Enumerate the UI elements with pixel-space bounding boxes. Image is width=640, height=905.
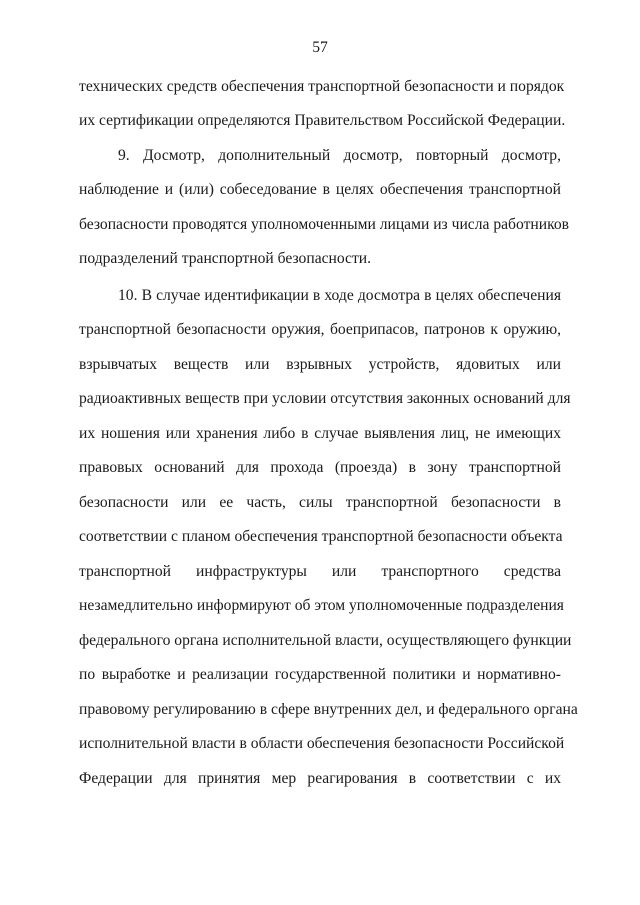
text-line: федерального органа исполнительной власти, осуществляющего функции [79,632,572,649]
text-line: безопасности или ее часть, силы транспортной безопасности в [79,494,561,511]
text-line: наблюдение и (или) собеседование в целях обеспечения транспортной [79,181,561,198]
text-line: транспортной инфраструктуры или транспортного средства [79,563,561,580]
text-line: исполнительной власти в области обеспечения безопасности Российской [79,735,565,752]
text-line: их ношения или хранения либо в случае выявления лиц, не имеющих [79,425,561,442]
text-line: Федерации для принятия мер реагирования в соответствии с их [79,770,561,787]
text-line: правовому регулированию в сфере внутренних дел, и федерального органа [79,701,578,718]
text-line: соответствии с планом обеспечения транспортной безопасности объекта [79,528,563,545]
text-line: транспортной безопасности оружия, боеприпасов, патронов к оружию, [79,321,561,338]
text-line: подразделений транспортной безопасности. [79,250,372,267]
paragraph-10-first-line: 10. В случае идентификации в ходе досмотра в целях обеспечения [118,287,561,304]
paragraph-9-first-line: 9. Досмотр, дополнительный досмотр, повторный досмотр, [118,147,561,164]
text-line: по выработке и реализации государственной политики и нормативно- [79,666,561,683]
text-line: безопасности проводятся уполномоченными лицами из числа работников [79,216,570,233]
text-line: правовых оснований для прохода (проезда) в зону транспортной [79,459,561,476]
page-number: 57 [312,39,328,56]
text-line: незамедлительно информируют об этом уполномоченные подразделения [79,597,564,614]
text-line: радиоактивных веществ при условии отсутствия законных оснований для [79,390,571,407]
text-line: взрывчатых веществ или взрывных устройств, ядовитых или [79,356,561,373]
text-line: технических средств обеспечения транспортной безопасности и порядок [79,78,565,95]
text-line: их сертификации определяются Правительством Российской Федерации. [79,112,566,129]
